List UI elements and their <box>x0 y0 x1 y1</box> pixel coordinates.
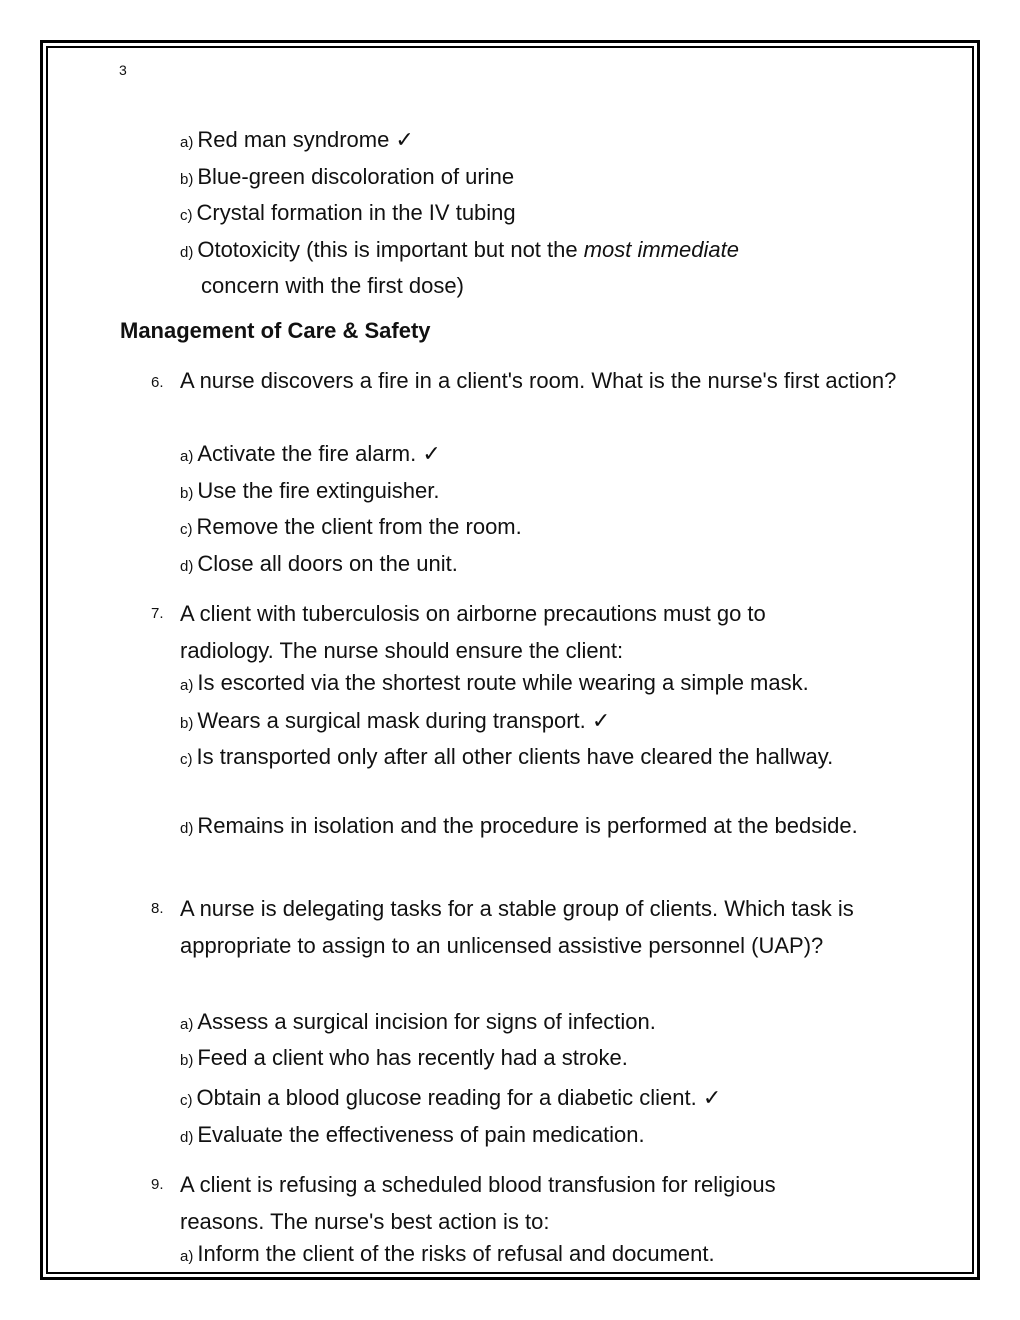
option-text: Inform the client of the risks of refusal and document. <box>197 1241 715 1266</box>
q9-option-a <box>180 1237 880 1273</box>
option-letter: b) <box>180 1052 194 1069</box>
option-letter: c) <box>180 521 193 538</box>
option-text: Remains in isolation and the procedure is performed at the bedside. <box>197 813 858 838</box>
option-text-emphasis: most immediate <box>583 237 740 262</box>
q6-option-d <box>180 547 880 583</box>
prev-option-d <box>180 233 860 302</box>
option-letter: a) <box>180 134 194 151</box>
page-number: 3 <box>119 62 127 78</box>
question-text: A nurse is delegating tasks for a stable group of clients. Which task is appropriate to assign to an unlicensed assistive personnel (UAP)? <box>180 896 854 958</box>
option-letter: d) <box>180 244 194 261</box>
question-text: A client is refusing a scheduled blood transfusion for religious reasons. The nurse's best action is to: <box>180 1172 776 1234</box>
question-number: 6. <box>151 374 164 391</box>
option-text: Blue-green discoloration of urine <box>197 164 515 189</box>
q8-option-b <box>180 1041 880 1077</box>
option-text-before: Ototoxicity (this is important but not the <box>197 237 584 262</box>
question-6 <box>148 364 908 397</box>
question-text: A nurse discovers a fire in a client's room. What is the nurse's first action? <box>180 368 897 393</box>
q8-option-a <box>180 1005 880 1041</box>
option-letter: c) <box>180 1092 193 1109</box>
q7-option-b <box>180 704 880 740</box>
option-text-after: concern with the first dose) <box>201 273 464 298</box>
prev-option-c <box>180 196 880 232</box>
question-9 <box>148 1166 908 1240</box>
option-text: Assess a surgical incision for signs of infection. <box>197 1009 656 1034</box>
q6-option-b <box>180 474 880 510</box>
q8-option-d <box>180 1118 880 1154</box>
option-text: Activate the fire alarm. ✓ <box>197 441 441 466</box>
q7-option-d <box>180 809 881 845</box>
q6-option-c <box>180 510 880 546</box>
option-letter: d) <box>180 558 194 575</box>
question-number: 7. <box>151 605 164 622</box>
option-text: Red man syndrome ✓ <box>197 127 414 152</box>
option-letter: a) <box>180 448 194 465</box>
section-heading: Management of Care & Safety <box>120 318 431 343</box>
prev-option-a <box>180 123 880 159</box>
option-text: Evaluate the effectiveness of pain medication. <box>197 1122 645 1147</box>
option-text: Is escorted via the shortest route while wearing a simple mask. <box>197 670 809 695</box>
option-letter: b) <box>180 715 194 732</box>
option-text: Remove the client from the room. <box>196 514 522 539</box>
q8-option-c <box>180 1081 880 1117</box>
option-text: Wears a surgical mask during transport. ✓ <box>197 708 611 733</box>
option-text: Is transported only after all other clients have cleared the hallway. <box>196 744 834 769</box>
option-letter: b) <box>180 485 194 502</box>
option-letter: d) <box>180 820 194 837</box>
q7-option-c <box>180 740 859 776</box>
option-text: Crystal formation in the IV tubing <box>196 200 516 225</box>
question-number: 8. <box>151 900 164 917</box>
question-8 <box>148 890 908 964</box>
option-letter: c) <box>180 751 193 768</box>
question-number: 9. <box>151 1176 164 1193</box>
option-text: Close all doors on the unit. <box>197 551 458 576</box>
prev-option-b <box>180 160 880 196</box>
q6-option-a <box>180 437 880 473</box>
option-letter: a) <box>180 1248 194 1265</box>
q7-option-a <box>180 666 900 702</box>
question-7 <box>148 595 908 669</box>
option-text: Use the fire extinguisher. <box>197 478 440 503</box>
option-letter: a) <box>180 677 194 694</box>
option-letter: d) <box>180 1129 194 1146</box>
option-letter: c) <box>180 207 193 224</box>
option-letter: b) <box>180 171 194 188</box>
question-text: A client with tuberculosis on airborne precautions must go to radiology. The nurse should ensure the client: <box>180 601 766 663</box>
option-text: Obtain a blood glucose reading for a diabetic client. ✓ <box>196 1085 722 1110</box>
option-letter: a) <box>180 1016 194 1033</box>
option-text: Feed a client who has recently had a stroke. <box>197 1045 628 1070</box>
